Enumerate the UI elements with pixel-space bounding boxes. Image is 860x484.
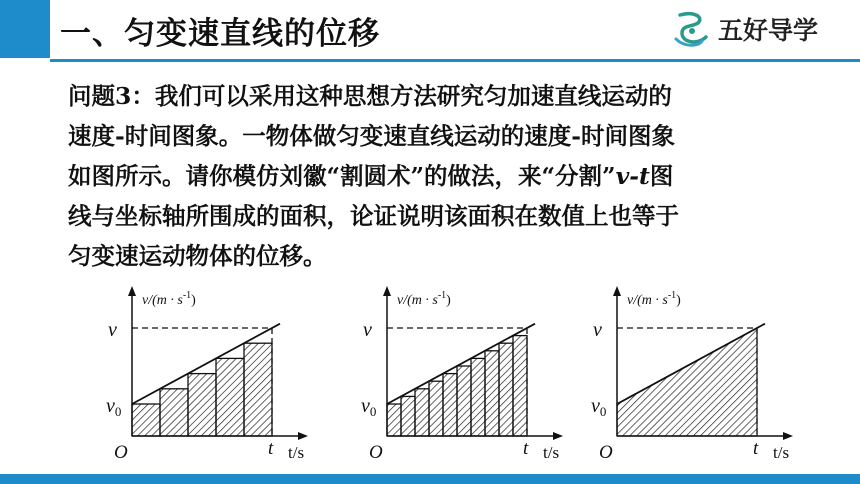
area-rectangle: [415, 389, 429, 436]
area-rectangle: [457, 366, 471, 436]
y-axis-arrow-icon: [128, 286, 136, 296]
origin-label: O: [369, 442, 383, 463]
area-rectangle: [387, 404, 401, 436]
area-rectangle: [513, 336, 527, 436]
t-tick-label: t: [753, 438, 759, 459]
x-axis-arrow-icon: [783, 432, 793, 440]
y-axis-label: $v/(m \cdot s^{-1})$: [397, 290, 451, 308]
y-axis-arrow-icon: [383, 286, 391, 296]
brand-logo: [672, 7, 818, 51]
x-axis-arrow-icon: [553, 432, 563, 440]
x-axis-arrow-icon: [298, 432, 308, 440]
y-axis-arrow-icon: [613, 286, 621, 296]
vt-graph-coarse: [100, 282, 330, 472]
v0-label: $v_0$: [361, 395, 377, 419]
area-rectangle: [244, 343, 272, 436]
vt-graph-trapezoid: [585, 282, 815, 472]
v-label: v: [108, 319, 117, 341]
origin-label: O: [114, 442, 128, 463]
logo-text: 五好导学: [718, 16, 819, 45]
v0-label: $v_0$: [591, 395, 607, 419]
x-axis-label: t/s: [543, 443, 560, 462]
y-axis-label: $v/(m \cdot s^{-1})$: [627, 290, 681, 308]
area-rectangle: [471, 358, 485, 436]
problem-line-1: 问题3：我们可以采用这种思想方法研究匀加速直线运动的: [68, 82, 672, 110]
graph-body: [591, 286, 793, 463]
area-rectangle: [499, 343, 513, 436]
graph-body: [361, 286, 563, 463]
t-tick-label: t: [268, 438, 274, 459]
v-label: v: [593, 319, 602, 341]
footer-bar: [0, 474, 860, 484]
problem-line-3: 如图所示。请你模仿刘徽“割圆术”的做法，来“分割”v-t图: [68, 162, 674, 190]
header-accent-bar: [0, 0, 50, 58]
area-rectangle: [160, 389, 188, 436]
y-axis-label: $v/(m \cdot s^{-1})$: [142, 290, 196, 308]
origin-label: O: [599, 442, 613, 463]
vt-graph-fine: [355, 282, 585, 472]
page-title: 一、匀变速直线的位移: [60, 16, 380, 52]
area-rectangle: [132, 404, 160, 436]
area-rectangle: [188, 374, 216, 436]
problem-line-4: 线与坐标轴所围成的面积，论证说明该面积在数值上也等于: [68, 202, 679, 230]
area-rectangle: [443, 374, 457, 436]
problem-line-5: 匀变速运动物体的位移。: [68, 242, 327, 270]
area-rectangle: [485, 351, 499, 436]
v-label: v: [363, 319, 372, 341]
area-rectangle: [401, 396, 415, 436]
problem-text: [68, 76, 828, 276]
area-rectangle: [429, 381, 443, 436]
x-axis-label: t/s: [773, 443, 790, 462]
area-rectangle: [216, 358, 244, 436]
problem-line-2: 速度-时间图象。一物体做匀变速直线运动的速度-时间图象: [68, 122, 676, 150]
header-rule: [50, 59, 860, 62]
graph-body: [106, 286, 308, 463]
shaded-trapezoid: [617, 328, 757, 436]
logo-swirl-icon: [672, 9, 712, 49]
v0-label: $v_0$: [106, 395, 122, 419]
x-axis-label: t/s: [288, 443, 305, 462]
t-tick-label: t: [523, 438, 529, 459]
